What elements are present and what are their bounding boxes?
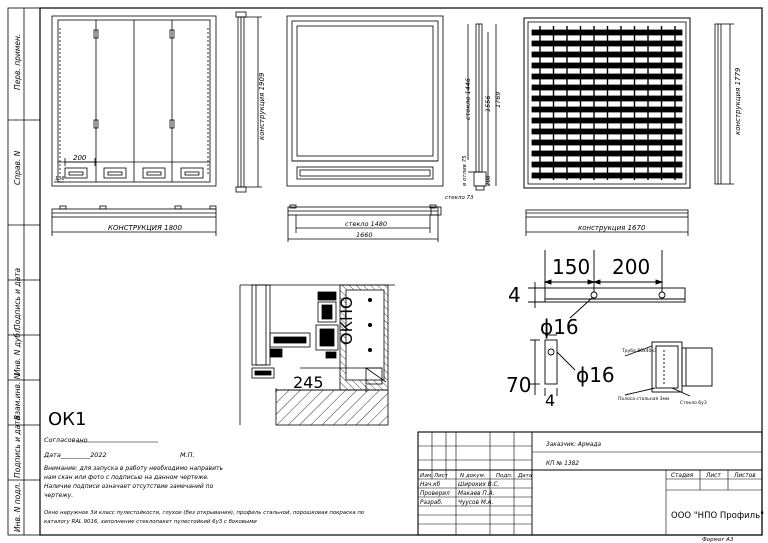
section-detail xyxy=(240,285,395,425)
sidebar-sprav-n: Справ. N xyxy=(13,150,22,185)
sidebar-podp-data-1: Подпись и дата xyxy=(13,267,22,330)
listov-label: Листов xyxy=(734,473,756,479)
sidebar-labels xyxy=(13,34,22,532)
notes xyxy=(43,409,365,525)
format-label: Формат А3 xyxy=(702,537,734,543)
sidebar-vzam-inv: Взам.инв. N xyxy=(13,373,22,420)
attention-line-1: Внимание: для запуска в работу необходимо направить xyxy=(44,465,224,472)
spec-line-1: Окно наружное 3й класс пулестойкости, глухое (без открывания), профиль стальной, порошковая покраска по xyxy=(44,510,365,516)
sidebar-inv-podl: Инв. N подл. xyxy=(13,482,22,532)
razrab-name: Чуусов М.А. xyxy=(458,500,494,506)
detail-steklo: Стекло 6у3 xyxy=(680,401,707,406)
row-proveril: Проверил xyxy=(420,491,450,497)
dim-steklo-1446: стекло 1446 xyxy=(464,77,472,120)
attention-line-2: нам скан или фото с подписью на данном чертеже. xyxy=(44,474,209,481)
spec-line-2: каталогу RAL 9016, заполнение стеклопакет пулестойкий 6у3 с боковыми xyxy=(44,519,257,525)
company-name: ООО "НПО Профиль" xyxy=(671,511,764,521)
detail-truba: Труба 80х40х3 xyxy=(622,349,657,354)
dim-konstr-1909: конструкция 1909 xyxy=(258,72,266,140)
section-dim-245: 245 xyxy=(293,373,324,392)
detail-dim-4b: 4 xyxy=(545,391,556,410)
row-razrab: Разраб. xyxy=(420,500,443,506)
detail-dim-4a: 4 xyxy=(508,283,521,307)
attention-line-4: чертежу. xyxy=(44,492,74,499)
steel-detail-text xyxy=(506,255,707,410)
col-podp: Подп. xyxy=(496,473,513,479)
detail-dim-70: 70 xyxy=(506,373,532,397)
view3-grille-elevation xyxy=(524,18,734,236)
dim-208: 208 xyxy=(486,175,492,186)
dim-konstr-1779: конструкция 1779 xyxy=(734,67,742,135)
soglasovano-label: Согласовано xyxy=(44,436,88,444)
detail-phi16a: ϕ16 xyxy=(540,315,579,339)
dim-steklo-73: стекло 73 xyxy=(445,195,474,201)
sidebar-perv-primen: Перв. примен. xyxy=(13,33,22,90)
nachkb-name: Широких В.С. xyxy=(458,482,500,488)
dim-1769: 1769 xyxy=(494,91,502,108)
dim-v1-200: 200 xyxy=(73,154,87,162)
view1-dimension-text xyxy=(55,72,266,232)
sidebar-podp-data-2: Подпись и дата xyxy=(13,415,22,478)
mp-label: М.П. xyxy=(180,451,195,459)
col-data: Дата xyxy=(518,473,533,479)
view3-dimension-text xyxy=(578,67,742,232)
customer-label: Заказчик: Армада xyxy=(546,442,602,448)
data-label: Дата_________2022 xyxy=(44,451,107,459)
stadia-label: Стадия xyxy=(671,473,694,479)
detail-dim-150: 150 xyxy=(552,255,591,279)
detail-polosa: Полоса стальная 3мм xyxy=(618,397,670,402)
col-ndoc: N докум. xyxy=(460,473,486,479)
dim-1660: 1660 xyxy=(356,231,373,239)
view1-frame-elevation xyxy=(52,12,262,236)
dim-konstr-1670: конструкция 1670 xyxy=(578,224,646,232)
title-block-text xyxy=(420,442,764,543)
proveril-name: Макаев П.А. xyxy=(458,491,495,497)
dim-v1-136: 136 xyxy=(55,176,65,182)
dim-steklo-1480: стекло 1480 xyxy=(345,220,388,228)
view2-window-elevation xyxy=(287,16,496,242)
detail-phi16b: ϕ16 xyxy=(576,363,615,387)
detail-dim-200: 200 xyxy=(612,255,651,279)
dim-1556: 1556 xyxy=(484,95,492,112)
drawing-title-ok1: ОК1 xyxy=(48,409,87,430)
kp-label: КП № 1382 xyxy=(546,461,579,467)
col-list: Лист xyxy=(434,473,448,479)
attention-line-3: Наличие подписи означает отсутствие замечаний по xyxy=(44,483,214,490)
dim-otliv-75: в отлив 75 xyxy=(462,155,468,186)
dim-konstr-1800: КОНСТРУКЦИЯ 1800 xyxy=(108,224,182,232)
sidebar-inv-dubl: Инв. N дубл. xyxy=(13,325,22,375)
section-okno-label: ОКНО xyxy=(337,296,356,345)
row-nachkb: Нач.кб xyxy=(420,482,441,488)
list-label: Лист xyxy=(706,473,721,479)
col-izm: Изм. xyxy=(420,473,433,479)
